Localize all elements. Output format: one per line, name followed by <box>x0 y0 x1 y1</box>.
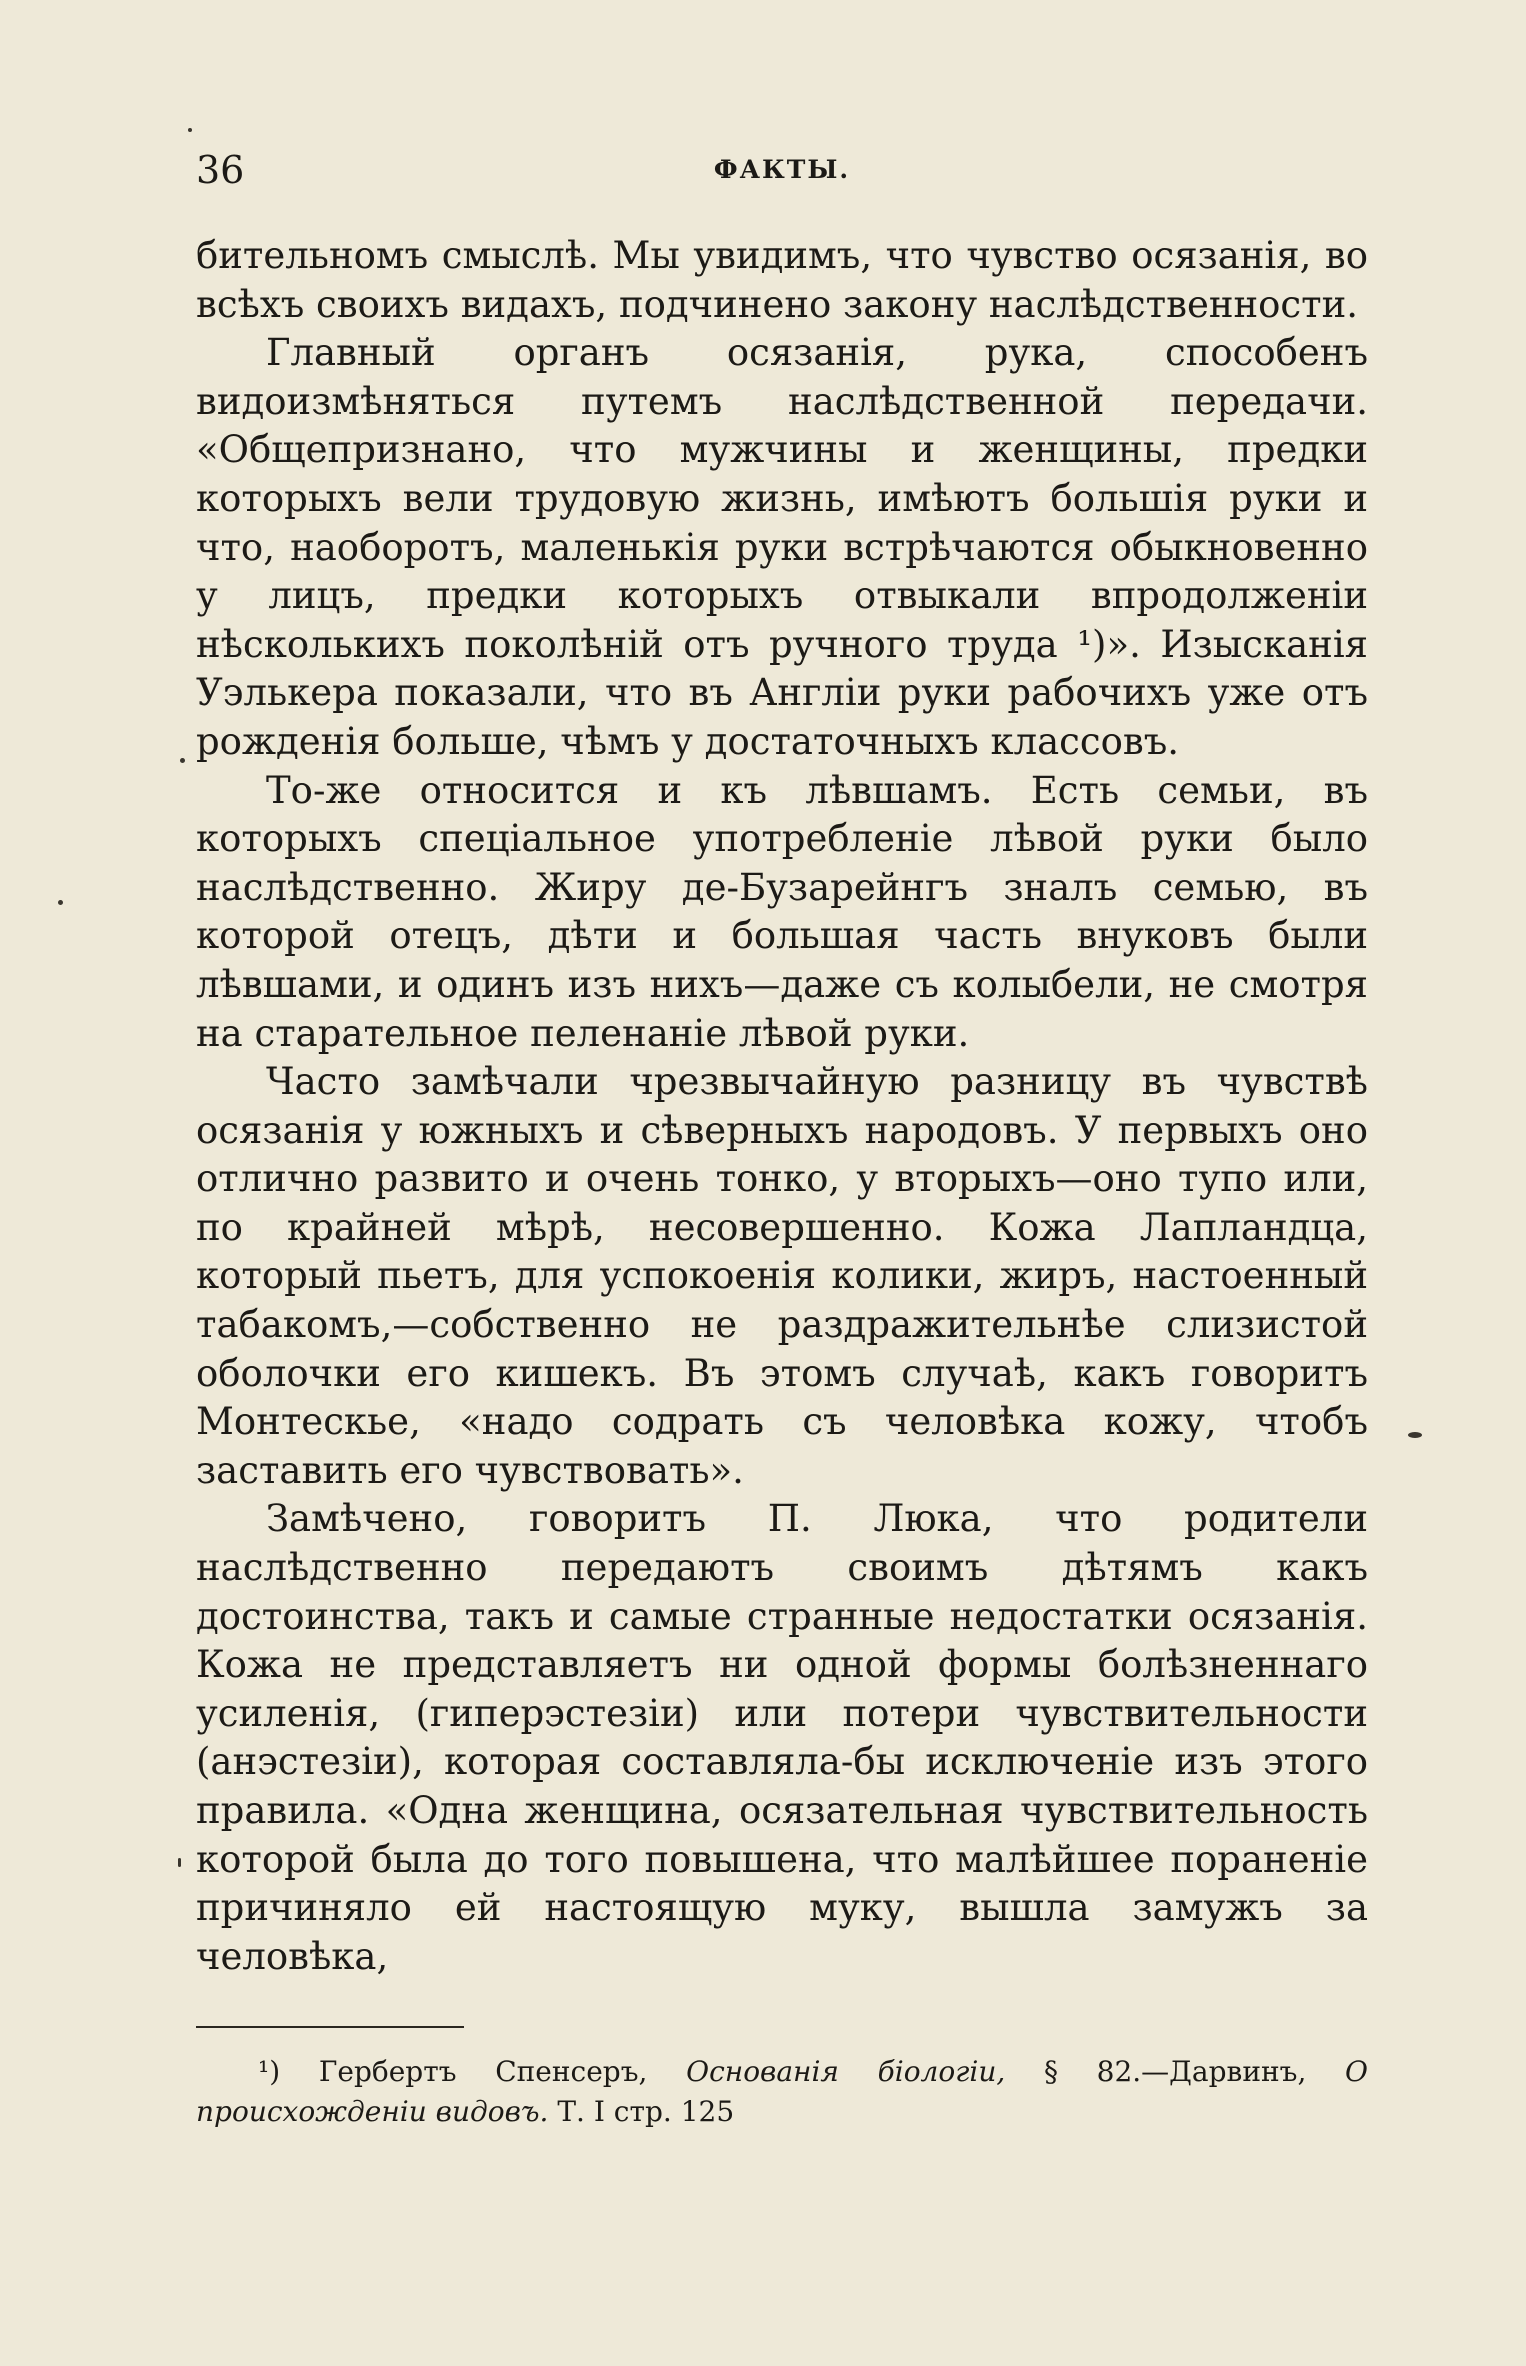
page-number: 36 <box>196 148 245 192</box>
page-header <box>196 140 1368 200</box>
footnote-divider <box>196 2026 464 2028</box>
footnote-page-reference: Т. I стр. 125 <box>557 2095 735 2128</box>
paragraph-3: То-же относится и къ лѣвшамъ. Есть семьи, въ которыхъ спеціальное употребленіе лѣвой руки было наслѣдственно. Жиру де-Бузарейнгъ зналъ семью, въ которой отецъ, дѣти и большая часть внуковъ были лѣвшами, и одинъ изъ нихъ—даже съ колыбели, не смотря на старательное пеленаніе лѣвой руки. <box>196 768 1368 1055</box>
paper-speck <box>58 900 63 905</box>
footnote-reference: § 82.—Дарвинъ, <box>1043 2055 1307 2088</box>
paragraph-1: бительномъ смыслѣ. Мы увидимъ, что чувство осязанія, во всѣхъ своихъ видахъ, подчинено закону наслѣдственности. <box>196 234 1368 326</box>
body-text <box>196 232 1368 1981</box>
paper-speck <box>188 128 192 132</box>
running-title: ФАКТЫ. <box>713 155 851 184</box>
paragraph-4: Часто замѣчали чрезвычайную разницу въ чувствѣ осязанія у южныхъ и сѣверныхъ народовъ. У первыхъ оно отлично развито и очень тонко, у вторыхъ—оно тупо или, по крайней мѣрѣ, несовершенно. Кожа Лапландца, который пьетъ, для успокоенія колики, жиръ, настоенный табакомъ,—собственно не раздражительнѣе слизистой оболочки его кишекъ. Въ этомъ случаѣ, какъ говоритъ Монтескье, «надо содрать съ человѣка кожу, чтобъ заставить его чувствовать». <box>196 1060 1368 1492</box>
footnote <box>196 2052 1368 2132</box>
footnote-work-title: Основанія біологіи, <box>686 2055 1006 2088</box>
footnote-author: Гербертъ Спенсеръ, <box>318 2055 648 2088</box>
footnote-marker: ¹) <box>258 2055 281 2088</box>
footnote-work-title-2: О происхожденіи видовъ. <box>196 2055 1369 2128</box>
paragraph-5: Замѣчено, говоритъ П. Люка, что родители наслѣдственно передаютъ своимъ дѣтямъ какъ достоинства, такъ и самые странные недостатки осязанія. Кожа не представляетъ ни одной формы болѣзненнаго усиленія, (гиперэстезіи) или потери чувствительности (анэстезіи), которая составляла-бы исключеніе изъ этого правила. «Одна женщина, осязательная чувствительность которой была до того повышена, что малѣйшее пораненіе причиняло ей настоящую муку, вышла замужъ за человѣка, <box>196 1497 1368 1978</box>
paragraph-2: Главный органъ осязанія, рука, способенъ видоизмѣняться путемъ наслѣдственной передачи. «Общепризнано, что мужчины и женщины, предки которыхъ вели трудовую жизнь, имѣютъ большія руки и что, наоборотъ, маленькія руки встрѣчаются обыкновенно у лицъ, предки которыхъ отвыкали впродолженіи нѣсколькихъ поколѣній отъ ручного труда ¹)». Изысканія Уэлькера показали, что въ Англіи руки рабочихъ уже отъ рожденія больше, чѣмъ у достаточныхъ классовъ. <box>196 331 1368 763</box>
paper-speck <box>178 1858 181 1867</box>
paper-speck <box>180 758 185 763</box>
paper-speck <box>1408 1432 1422 1438</box>
